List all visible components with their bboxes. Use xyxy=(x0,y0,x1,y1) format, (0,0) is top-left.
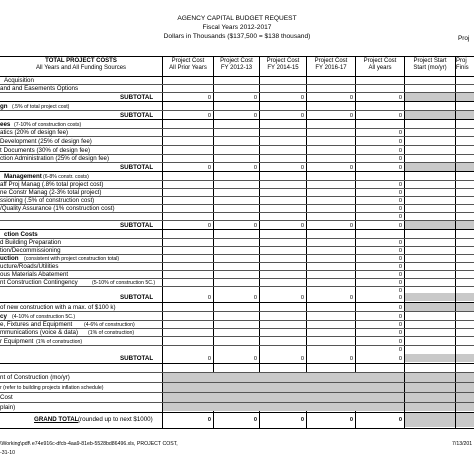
left-header xyxy=(0,58,162,72)
shaded-cell xyxy=(456,354,474,362)
shaded-cell xyxy=(456,303,474,311)
col-header-finish xyxy=(456,58,474,72)
cell-value: 0 xyxy=(398,130,402,136)
table-header-bottom xyxy=(0,76,474,77)
col-header-line2: FY 2014-15 xyxy=(267,64,299,71)
row-line xyxy=(0,171,474,172)
row-construction-admin: ction Administration (25% of design fee) xyxy=(0,155,110,162)
cell-value: 0 xyxy=(349,95,353,101)
left-header-line2: All Years and All Funding Sources xyxy=(35,64,127,71)
row-commissioning: ssioning (.5% of construction cost) xyxy=(0,197,95,204)
col-header-line2: All years xyxy=(368,64,392,71)
col-header-start xyxy=(405,58,455,72)
row-management: Management xyxy=(4,173,42,180)
cell-value: 0 xyxy=(207,223,211,229)
shaded-cell xyxy=(405,413,455,427)
row-line xyxy=(0,101,474,102)
left-header-line1: TOTAL PROJECT COSTS xyxy=(45,58,117,64)
cell-value: 0 xyxy=(398,182,402,188)
row-explain: plain) xyxy=(0,404,16,411)
row-line xyxy=(0,238,474,239)
row-line xyxy=(0,382,474,383)
col-header-line2: FY 2012-13 xyxy=(220,64,253,71)
cell-value: 0 xyxy=(398,347,402,353)
row-quality-assurance: /Quality Assurance (1% construction cost) xyxy=(0,205,115,212)
row-inflation: r (refer to building projects inflation schedule) xyxy=(0,385,104,391)
row-land-easements: and and Easements Options xyxy=(0,85,79,92)
row-telecom: mmunications (voice & data) xyxy=(0,329,79,336)
cell-value: 0 xyxy=(398,198,402,204)
cell-value: 0 xyxy=(398,305,402,311)
shaded-cell xyxy=(456,111,474,119)
cell-value: 0 xyxy=(207,295,211,301)
row-subtotal: SUBTOTAL xyxy=(120,222,154,229)
shaded-cell xyxy=(456,293,474,301)
cell-value: 0 xyxy=(398,322,402,328)
cell-value: 0 xyxy=(398,190,402,196)
row-design: gn xyxy=(0,103,8,110)
cell-value: 0 xyxy=(300,223,304,229)
row-design-note: (.5% of total project cost) xyxy=(12,104,70,110)
row-subtotal: SUBTOTAL xyxy=(120,294,154,301)
cell-grand-total: 0 xyxy=(207,417,211,423)
shaded-cell xyxy=(405,111,455,119)
cell-value: 0 xyxy=(207,356,211,362)
col-header-line1: Project Cost xyxy=(266,58,300,64)
row-other-equipment-note: (1% of construction) xyxy=(36,339,83,345)
cell-value: 0 xyxy=(398,214,402,220)
row-line xyxy=(0,392,474,393)
row-contingency-section-note: (4-10% of construction 5C.) xyxy=(12,314,76,320)
row-fees: ees xyxy=(0,121,11,128)
cell-value: 0 xyxy=(300,295,304,301)
cell-value: 0 xyxy=(300,356,304,362)
row-line xyxy=(0,246,474,247)
cell-value: 0 xyxy=(349,165,353,171)
footer-date-left: -31-10 xyxy=(0,450,15,456)
cell-value: 0 xyxy=(398,339,402,345)
footer-date-right: 7/13/201 xyxy=(452,441,473,447)
cell-value: 0 xyxy=(398,356,402,362)
cell-value: 0 xyxy=(398,295,402,301)
row-decommissioning: tion/Decommissioning xyxy=(0,247,61,254)
col-header-fy1617 xyxy=(307,58,355,72)
cell-value: 0 xyxy=(300,165,304,171)
row-contingency-section: cy xyxy=(0,313,7,320)
cell-value: 0 xyxy=(398,272,402,278)
cell-value: 0 xyxy=(349,113,353,119)
row-design-development: Development (25% of design fee) xyxy=(0,138,92,145)
col-header-line1: Project Start xyxy=(413,58,447,64)
col-header-all xyxy=(356,58,404,72)
col-header-fy1213 xyxy=(214,58,259,72)
cell-value: 0 xyxy=(300,113,304,119)
shaded-cell xyxy=(456,221,474,229)
col-header-line2: All Prior Years xyxy=(169,64,207,71)
row-subtotal: SUBTOTAL xyxy=(120,164,154,171)
col-header-line2: Start (mo/yr) xyxy=(413,64,447,71)
row-contingency: nt Construction Contingency xyxy=(0,279,78,286)
row-ffe-note: (4-6% of construction) xyxy=(84,322,135,328)
cell-value: 0 xyxy=(398,264,402,270)
row-staff-proj-manag: aff Proj Manag (.8% total project cost) xyxy=(0,181,104,188)
row-schematics: atics (20% of design fee) xyxy=(0,129,69,136)
row-acquisition: Acquisition xyxy=(4,77,34,84)
col-header-line1: Project Cost xyxy=(171,58,205,64)
shaded-cell xyxy=(405,354,455,362)
fiscal-years: Fiscal Years 2012-2017 xyxy=(202,24,272,31)
row-hazmat-abatement: ous Materials Abatement xyxy=(0,271,69,278)
row-line xyxy=(0,110,474,111)
dollars-note: Dollars in Thousands ($137,500 = $138 thousand) xyxy=(163,33,311,40)
header-cut: Proj xyxy=(458,35,470,42)
table-top-border xyxy=(0,56,474,57)
row-construction-documents: t Documents (30% of design fee) xyxy=(0,147,91,154)
cell-value: 0 xyxy=(398,256,402,262)
cell-value: 0 xyxy=(349,295,353,301)
cell-grand-total: 0 xyxy=(398,417,402,423)
cell-value: 0 xyxy=(398,223,402,229)
shaded-cell xyxy=(456,93,474,101)
cell-value: 0 xyxy=(398,330,402,336)
col-header-line2: Finis xyxy=(456,64,469,71)
cell-value: 0 xyxy=(398,139,402,145)
cell-value: 0 xyxy=(398,165,402,171)
row-telecom-note: (1% of construction) xyxy=(88,330,135,336)
row-ffe: e, Fixtures and Equipment xyxy=(0,321,73,328)
cell-value: 0 xyxy=(253,223,257,229)
row-subtotal: SUBTOTAL xyxy=(120,355,154,362)
col-header-line1: Proj xyxy=(456,58,467,64)
doc-title: AGENCY CAPITAL BUDGET REQUEST xyxy=(177,15,297,22)
row-line xyxy=(0,372,474,373)
col-header-fy1415 xyxy=(260,58,306,72)
shaded-cell xyxy=(405,293,455,301)
row-max-new-construction: of new construction with a max. of $100 k) xyxy=(0,304,116,311)
shaded-cell xyxy=(456,163,474,171)
row-subtotal: SUBTOTAL xyxy=(120,112,154,119)
row-line xyxy=(0,229,474,230)
row-subtotal: SUBTOTAL xyxy=(120,94,154,101)
row-line xyxy=(0,220,474,221)
cell-value: 0 xyxy=(349,356,353,362)
cell-value: 0 xyxy=(253,113,257,119)
row-midpoint-construction: nt of Construction (mo/yr) xyxy=(0,374,70,381)
row-line xyxy=(0,412,474,413)
cell-value: 0 xyxy=(349,223,353,229)
col-header-line2: FY 2016-17 xyxy=(315,64,347,71)
cell-value: 0 xyxy=(207,165,211,171)
shaded-cell xyxy=(405,221,455,229)
cell-value: 0 xyxy=(253,356,257,362)
cell-grand-total: 0 xyxy=(253,417,257,423)
col-header-prior xyxy=(163,58,213,72)
row-line xyxy=(0,402,474,403)
row-line xyxy=(0,302,474,303)
row-line xyxy=(0,363,474,364)
shaded-cell xyxy=(456,413,474,427)
row-construction-note: (consistent with project construction total) xyxy=(24,256,120,262)
cell-value: 0 xyxy=(398,314,402,320)
cell-value: 0 xyxy=(398,113,402,119)
row-line xyxy=(0,254,474,255)
row-construction-costs: ction Costs xyxy=(4,231,38,238)
row-management-note: (6-8% constr. costs) xyxy=(43,174,89,180)
col-header-line1: Project Cost xyxy=(220,58,253,64)
cell-value: 0 xyxy=(253,165,257,171)
cell-value: 0 xyxy=(398,156,402,162)
row-other-equipment: r Equipment xyxy=(0,338,34,345)
row-fees-note: (7-10% of construction costs) xyxy=(14,122,82,128)
cell-value: 0 xyxy=(398,248,402,254)
cell-value: 0 xyxy=(398,240,402,246)
row-contingency-note: (5-10% of construction 5C.) xyxy=(92,280,156,286)
cell-value: 0 xyxy=(207,113,211,119)
cell-grand-total: 0 xyxy=(300,417,304,423)
cell-value: 0 xyxy=(300,95,304,101)
cell-value: 0 xyxy=(398,148,402,154)
cell-value: 0 xyxy=(398,280,402,286)
row-constr-manag: ne Constr Manag (2-3% total project) xyxy=(0,189,102,196)
cell-value: 0 xyxy=(398,288,402,294)
cell-value: 0 xyxy=(207,95,211,101)
shaded-cell xyxy=(405,93,455,101)
col-header-line1: Project Cost xyxy=(363,58,397,64)
row-building-prep: d Building Preparation xyxy=(0,239,61,246)
shaded-cell xyxy=(405,163,455,171)
row-grand-total: GRAND TOTAL xyxy=(34,416,79,423)
col-header-line1: Project Cost xyxy=(314,58,348,64)
table-bottom-border xyxy=(0,428,474,429)
shaded-cell xyxy=(405,303,455,311)
cell-value: 0 xyxy=(398,206,402,212)
cell-grand-total: 0 xyxy=(349,417,353,423)
row-cost: Cost xyxy=(0,394,13,401)
row-infrastructure: ucture/Roads/Utilities xyxy=(0,263,59,270)
cell-value: 0 xyxy=(253,95,257,101)
cell-value: 0 xyxy=(398,95,402,101)
row-construction: uction xyxy=(0,255,19,262)
footer-file-path: \Working\pdf\ e74e916c-dfcb-4aa9-81eb-5528bd86496.xls, PROJECT COST, xyxy=(0,441,178,447)
row-line xyxy=(0,119,474,120)
row-grand-total-note: (rounded up to next $1000) xyxy=(78,416,153,423)
row-line xyxy=(0,136,474,137)
cell-value: 0 xyxy=(253,295,257,301)
row-line xyxy=(0,270,474,271)
